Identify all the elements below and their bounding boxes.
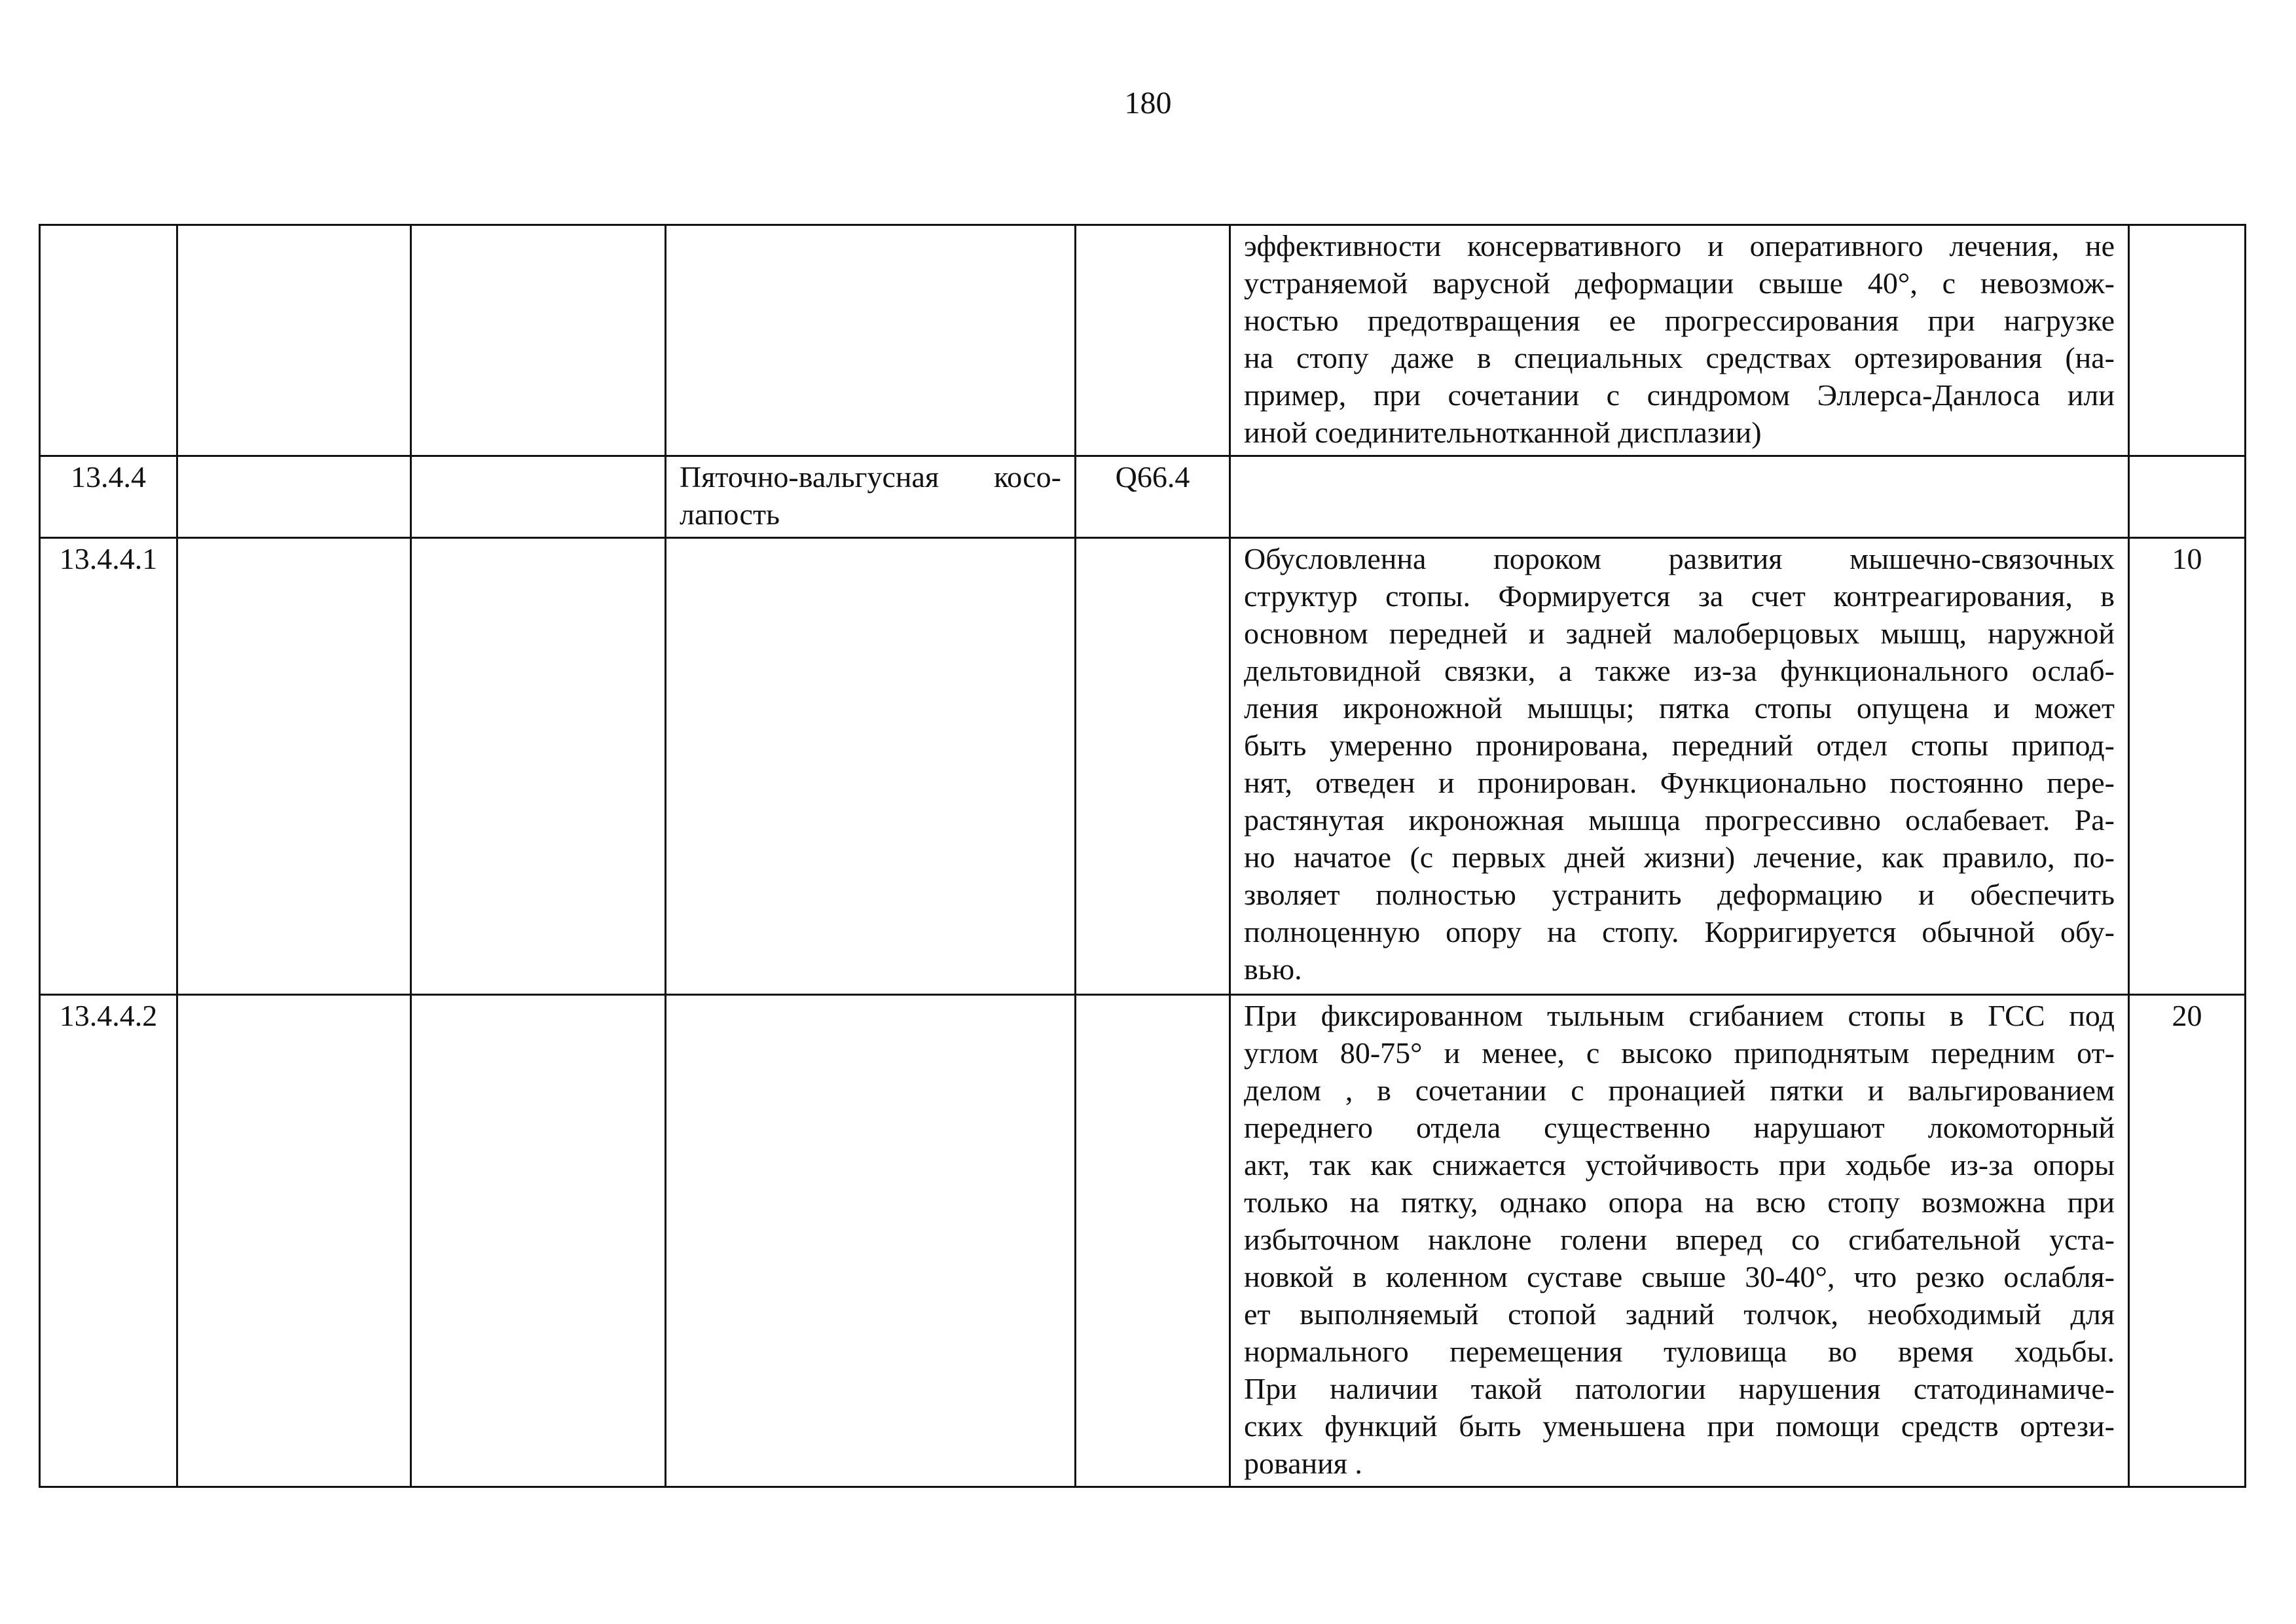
percent-cell bbox=[2129, 456, 2246, 538]
description-line: на стопу даже в специальных средствах ортезирования (на- bbox=[1244, 341, 2115, 374]
empty-cell bbox=[411, 225, 666, 456]
description-line: новкой в коленном суставе свыше 30-40°, что резко ослабля- bbox=[1244, 1260, 2115, 1293]
empty-cell bbox=[177, 456, 411, 538]
table-row bbox=[40, 456, 2246, 538]
description-line: ских функций быть уменьшена при помощи средств ортези- bbox=[1244, 1409, 2115, 1443]
empty-cell bbox=[177, 995, 411, 1487]
condition-name-cell bbox=[666, 538, 1076, 995]
description-line: Обусловленна пороком развития мышечно-связочных bbox=[1244, 542, 2115, 575]
description-line: зволяет полностью устранить деформацию и обеспечить bbox=[1244, 878, 2115, 911]
icd-code-cell bbox=[1076, 538, 1230, 995]
description-line: ления икроножной мышцы; пятка стопы опущена и может bbox=[1244, 691, 2115, 725]
description-line: но начатое (с первых дней жизни) лечение, как правило, по- bbox=[1244, 840, 2115, 874]
table-row bbox=[40, 225, 2246, 456]
description-line: эффективности консервативного и оперативного лечения, не bbox=[1244, 229, 2115, 262]
description-line: устраняемой варусной деформации свыше 40°, с невозмож- bbox=[1244, 266, 2115, 300]
condition-name-cell bbox=[666, 995, 1076, 1487]
percent-cell: 20 bbox=[2129, 995, 2246, 1487]
empty-cell bbox=[411, 456, 666, 538]
description-line: При наличии такой патологии нарушения статодинамиче- bbox=[1244, 1372, 2115, 1405]
description-line: быть умеренно пронирована, передний отдел стопы припод- bbox=[1244, 729, 2115, 762]
description-cell bbox=[1230, 456, 2129, 538]
percent-cell bbox=[2129, 225, 2246, 456]
description-line: вью. bbox=[1244, 952, 1302, 986]
table-row bbox=[40, 538, 2246, 995]
description-line: структур стопы. Формируется за счет контреагирования, в bbox=[1244, 579, 2115, 613]
table-row bbox=[40, 995, 2246, 1487]
condition-name-line: лапость bbox=[680, 497, 780, 531]
empty-cell bbox=[411, 538, 666, 995]
description-cell bbox=[1230, 538, 2129, 995]
description-line: иной соединительнотканной дисплазии) bbox=[1244, 416, 1762, 449]
description-line: ет выполняемый стопой задний толчок, необходимый для bbox=[1244, 1297, 2115, 1331]
description-line: переднего отдела существенно нарушают локомоторный bbox=[1244, 1111, 2115, 1144]
description-line: основном передней и задней малоберцовых мышц, наружной bbox=[1244, 617, 2115, 650]
description-line: ностью предотвращения ее прогрессирования при нагрузке bbox=[1244, 304, 2115, 337]
description-cell bbox=[1230, 225, 2129, 456]
description-line: пример, при сочетании с синдромом Эллерса-Данлоса или bbox=[1244, 378, 2115, 412]
row-code-cell: 13.4.4 bbox=[40, 456, 177, 538]
description-line: делом , в сочетании с пронацией пятки и вальгированием bbox=[1244, 1074, 2115, 1107]
table-body bbox=[40, 225, 2246, 1487]
description-line: углом 80-75° и менее, с высоко приподнятым передним от- bbox=[1244, 1036, 2115, 1070]
row-code-cell bbox=[40, 225, 177, 456]
description-line: акт, так как снижается устойчивость при ходьбе из-за опоры bbox=[1244, 1148, 2115, 1182]
page-number: 180 bbox=[1124, 86, 1172, 120]
description-line: полноценную опору на стопу. Корригируется обычной обу- bbox=[1244, 915, 2115, 948]
icd-code-cell bbox=[1076, 995, 1230, 1487]
description-line: нормального перемещения туловища во время ходьбы. bbox=[1244, 1335, 2115, 1368]
description-line: растянутая икроножная мышца прогрессивно ослабевает. Ра- bbox=[1244, 803, 2115, 837]
row-code-cell: 13.4.4.1 bbox=[40, 538, 177, 995]
percent-cell: 10 bbox=[2129, 538, 2246, 995]
empty-cell bbox=[177, 225, 411, 456]
description-line: дельтовидной связки, а также из-за функционального ослаб- bbox=[1244, 654, 2115, 687]
description-line: нят, отведен и пронирован. Функционально постоянно пере- bbox=[1244, 766, 2115, 799]
row-code-cell: 13.4.4.2 bbox=[40, 995, 177, 1487]
empty-cell bbox=[177, 538, 411, 995]
condition-name-cell bbox=[666, 456, 1076, 538]
classification-table bbox=[39, 224, 2246, 1488]
icd-code-cell: Q66.4 bbox=[1076, 456, 1230, 538]
condition-name-line: Пяточно-вальгусная косо- bbox=[680, 460, 1061, 494]
description-line: избыточном наклоне голени вперед со сгибательной уста- bbox=[1244, 1223, 2115, 1256]
icd-code-cell bbox=[1076, 225, 1230, 456]
description-cell bbox=[1230, 995, 2129, 1487]
description-line: При фиксированном тыльным сгибанием стопы в ГСС под bbox=[1244, 999, 2115, 1032]
empty-cell bbox=[411, 995, 666, 1487]
description-line: только на пятку, однако опора на всю стопу возможна при bbox=[1244, 1185, 2115, 1219]
description-line: рования . bbox=[1244, 1447, 1362, 1480]
condition-name-cell bbox=[666, 225, 1076, 456]
